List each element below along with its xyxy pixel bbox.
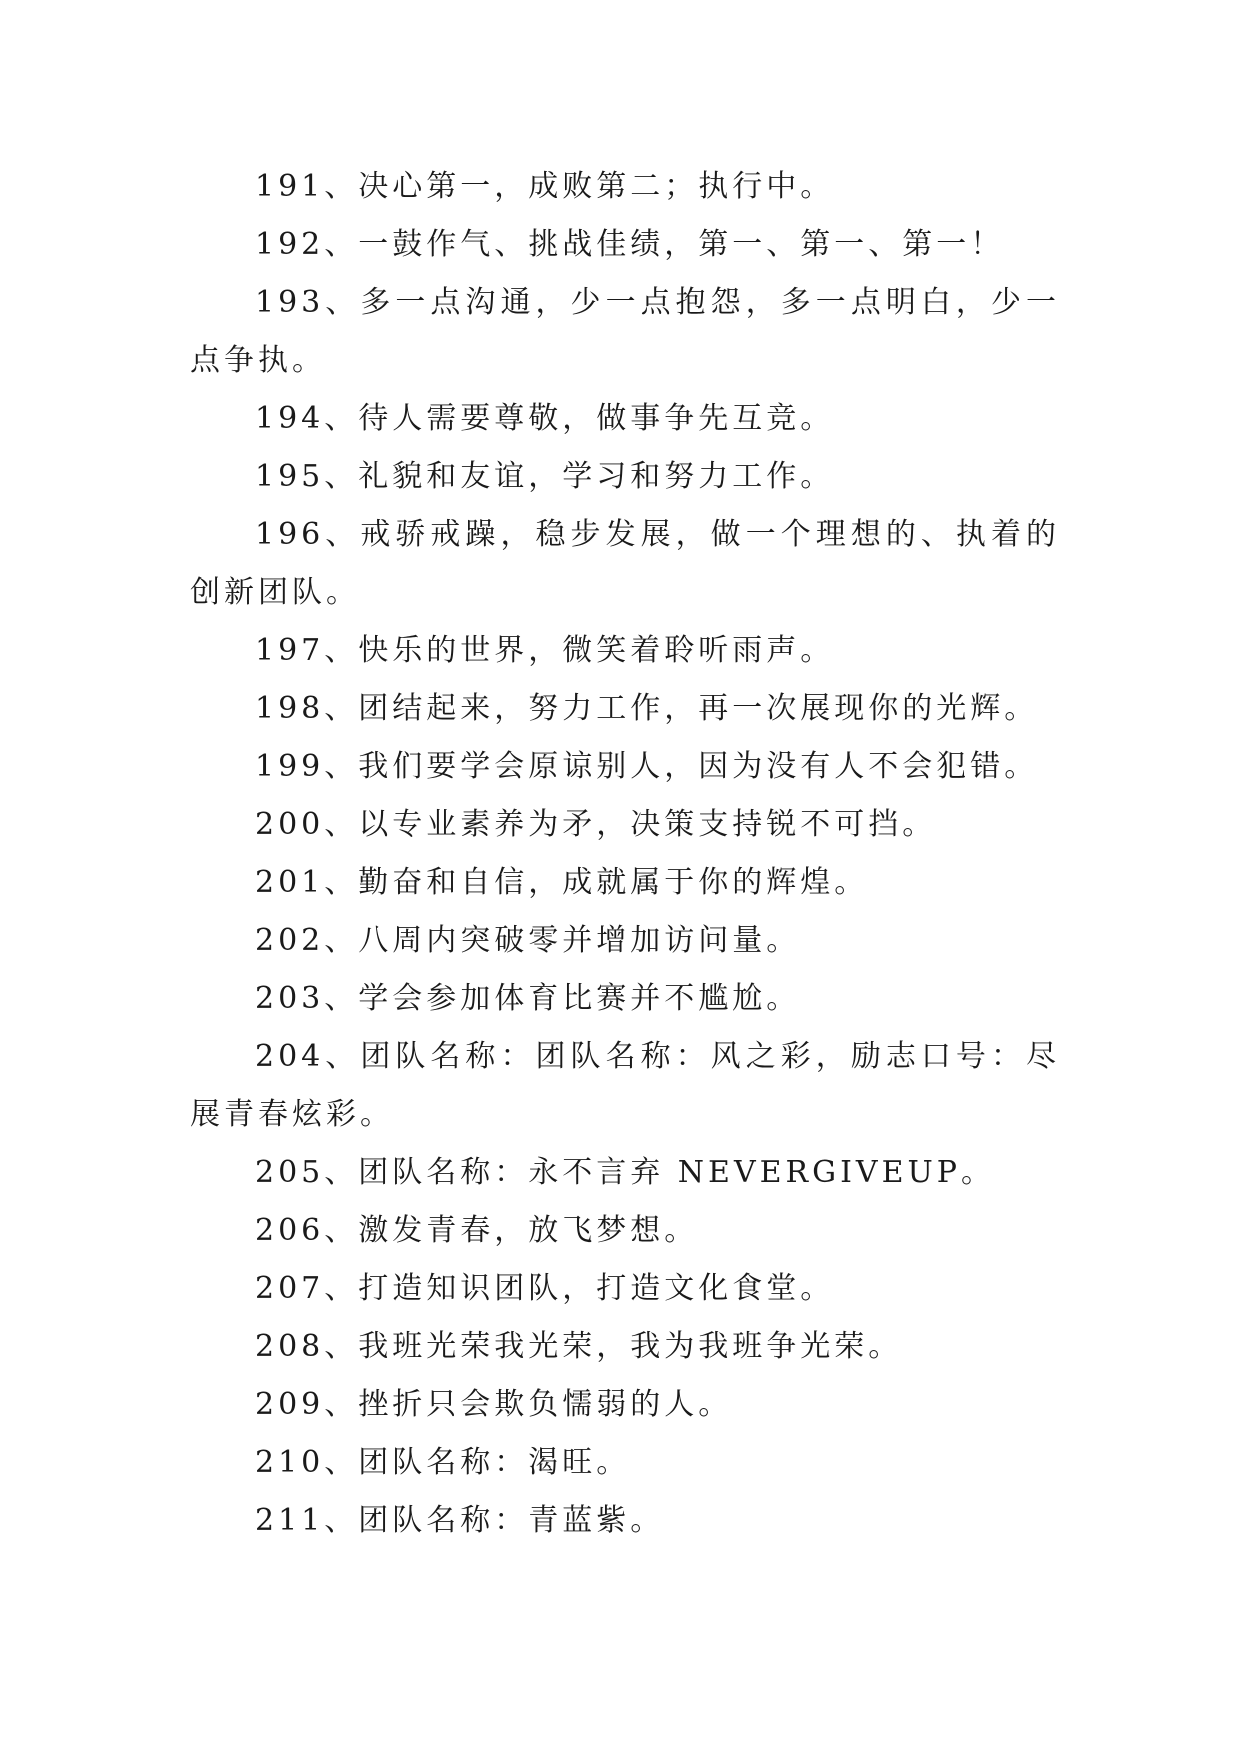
paragraph-209: 209、挫折只会欺负懦弱的人。 bbox=[255, 1387, 733, 1422]
paragraph-195: 195、礼貌和友谊，学习和努力工作。 bbox=[255, 459, 835, 494]
paragraph-191: 191、决心第一，成败第二；执行中。 bbox=[255, 169, 835, 204]
paragraph-192: 192、一鼓作气、挑战佳绩，第一、第一、第一！ bbox=[255, 227, 1005, 262]
paragraph-211: 211、团队名称：青蓝紫。 bbox=[255, 1503, 665, 1538]
paragraph-197: 197、快乐的世界，微笑着聆听雨声。 bbox=[255, 633, 835, 668]
paragraph-196: 196、戒骄戒躁，稳步发展，做一个理想的、执着的创新团队。 bbox=[190, 517, 1060, 610]
paragraph-206: 206、激发青春，放飞梦想。 bbox=[255, 1213, 699, 1248]
paragraph-193: 193、多一点沟通，少一点抱怨，多一点明白，少一点争执。 bbox=[190, 285, 1060, 378]
paragraph-203: 203、学会参加体育比赛并不尴尬。 bbox=[255, 981, 801, 1016]
paragraph-208: 208、我班光荣我光荣，我为我班争光荣。 bbox=[255, 1329, 903, 1364]
paragraph-201: 201、勤奋和自信，成就属于你的辉煌。 bbox=[255, 865, 869, 900]
paragraph-199: 199、我们要学会原谅别人，因为没有人不会犯错。 bbox=[255, 749, 1039, 784]
paragraph-200: 200、以专业素养为矛，决策支持锐不可挡。 bbox=[255, 807, 937, 842]
document-body bbox=[190, 158, 1060, 1550]
paragraph-210: 210、团队名称：渴旺。 bbox=[255, 1445, 631, 1480]
paragraph-204: 204、团队名称：团队名称：风之彩，励志口号：尽展青春炫彩。 bbox=[190, 1039, 1060, 1132]
paragraph-207: 207、打造知识团队，打造文化食堂。 bbox=[255, 1271, 835, 1306]
paragraph-194: 194、待人需要尊敬，做事争先互竞。 bbox=[255, 401, 835, 436]
paragraph-198: 198、团结起来，努力工作，再一次展现你的光辉。 bbox=[255, 691, 1039, 726]
paragraph-202: 202、八周内突破零并增加访问量。 bbox=[255, 923, 801, 958]
paragraph-205: 205、团队名称：永不言弃 NEVERGIVEUP。 bbox=[255, 1155, 995, 1190]
